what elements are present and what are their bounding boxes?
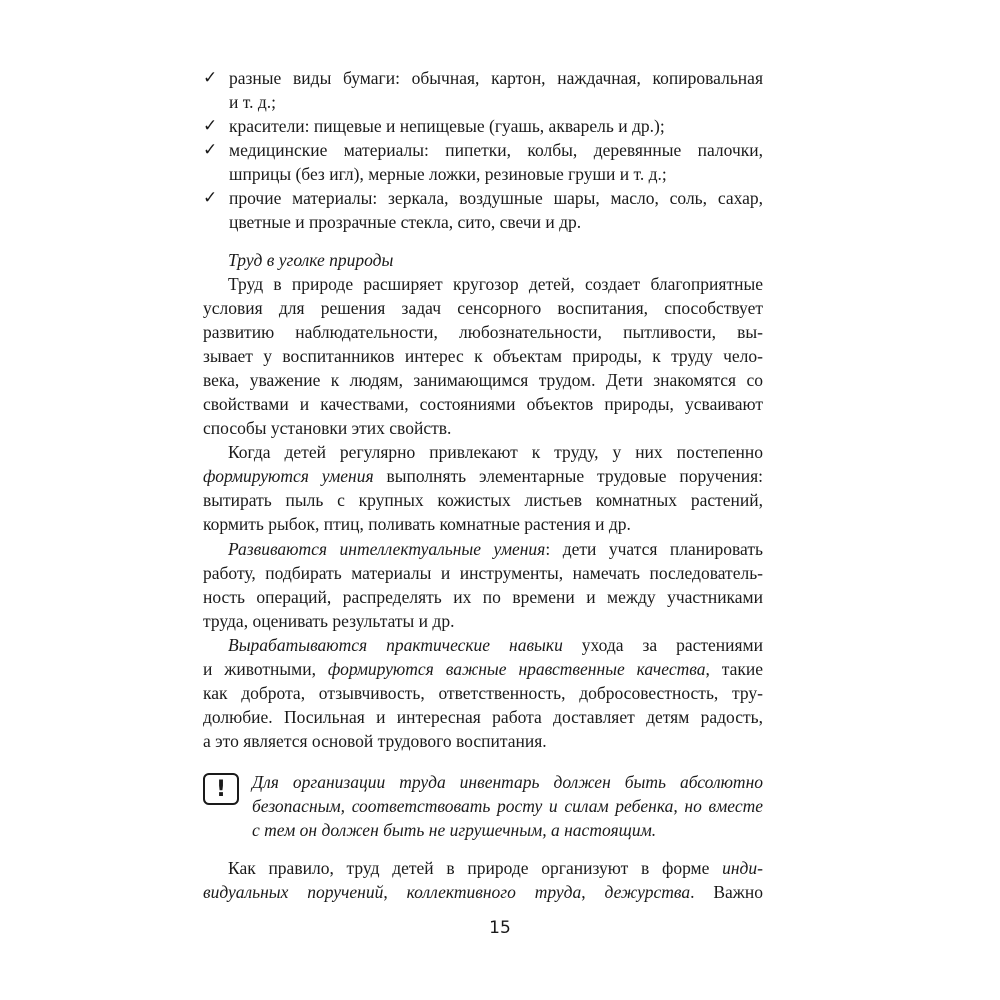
- bullet-3-line-2: шприцы (без игл), мерные ложки, резиновые груши и т. д.;: [229, 164, 667, 184]
- bullet-2-line-1: красители: пищевые и непищевые (гуашь, акварель и др.);: [229, 116, 665, 136]
- para5-text: ,: [581, 882, 605, 902]
- para5-emphasis: коллективного труда: [406, 882, 582, 902]
- page-number: 15: [489, 918, 511, 938]
- section-heading: Труд в уголке природы: [228, 250, 394, 270]
- exclamation-icon: [203, 773, 239, 805]
- para2-line: кормить рыбок, птиц, поливать комнатные растения и др.: [203, 514, 631, 534]
- para4-line: [228, 633, 763, 657]
- para5-emphasis: дежурства: [604, 882, 691, 902]
- para1-line: Труд в природе расширяет кругозор детей, создает благоприятные: [228, 274, 763, 294]
- para1-line: века, уважение к людям, занимающимся трудом. Дети знакомятся со: [203, 370, 763, 390]
- bullet-4-line-1: прочие материалы: зеркала, воздушные шары, масло, соль, сахар,: [229, 188, 763, 208]
- para1-line: свойствами и качествами, состояниями объектов природы, усваивают: [203, 394, 763, 414]
- para5-line: [228, 856, 763, 880]
- bullet-4-line-2: цветные и прозрачные стекла, сито, свечи и др.: [229, 212, 582, 232]
- check-icon: ✓: [203, 116, 218, 135]
- para3-line: [228, 537, 763, 561]
- exclamation-glyph: !: [215, 776, 227, 802]
- para1-line: развитию наблюдательности, любознательности, пытливости, вы-: [203, 322, 763, 342]
- para2-line: вытирать пыль с крупных кожистых листьев комнатных растений,: [203, 490, 763, 510]
- para3-line: ность операций, распределять их по времени и между участниками: [203, 587, 763, 607]
- para5-text: ,: [383, 882, 407, 902]
- para5-text: Как правило, труд детей в природе организуют в форме: [228, 858, 723, 878]
- para4-emphasis: формируются важные нравственные качества: [327, 659, 706, 679]
- check-icon: ✓: [203, 188, 218, 207]
- bullet-3-line-1: медицинские материалы: пипетки, колбы, деревянные палочки,: [229, 140, 763, 160]
- para4-line: долюбие. Посильная и интересная работа доставляет детям радость,: [203, 707, 763, 727]
- note-line: Для организации труда инвентарь должен быть абсолютно: [252, 772, 763, 792]
- note-line: безопасным, соответствовать росту и силам ребенка, но вместе: [252, 796, 763, 816]
- para5-emphasis: инди-: [722, 858, 763, 878]
- para5-text: . Важно: [690, 882, 764, 902]
- para3-line: труда, оценивать результаты и др.: [203, 611, 455, 631]
- para1-line: способы установки этих свойств.: [203, 418, 452, 438]
- para4-text: ухода за растениями: [562, 635, 763, 655]
- para3-line: работу, подбирать материалы и инструменты, намечать последователь-: [203, 563, 763, 583]
- para1-line: условия для решения задач сенсорного воспитания, способствует: [203, 298, 763, 318]
- para2-text: выполнять элементарные трудовые поручения:: [373, 466, 763, 486]
- para1-line: зывает у воспитанников интерес к объектам природы, к труду чело-: [203, 346, 763, 366]
- para4-line: [203, 657, 763, 681]
- para5-emphasis: видуальных поручений: [203, 882, 384, 902]
- bullet-1-line-1: разные виды бумаги: обычная, картон, наждачная, копировальная: [229, 68, 763, 88]
- check-icon: ✓: [203, 140, 218, 159]
- check-icon: ✓: [203, 68, 218, 87]
- note-line: с тем он должен быть не игрушечным, а настоящим.: [252, 820, 657, 840]
- para4-emphasis: Вырабатываются практические навыки: [228, 635, 563, 655]
- para4-line: а это является основой трудового воспитания.: [203, 731, 547, 751]
- para4-text: и животными,: [203, 659, 328, 679]
- bullet-1-line-2: и т. д.;: [229, 92, 276, 112]
- para2-line: [203, 464, 763, 488]
- para2-emphasis: формируются умения: [203, 466, 374, 486]
- para2-line: Когда детей регулярно привлекают к труду, у них постепенно: [228, 442, 763, 462]
- para4-line: как доброта, отзывчивость, ответственность, добросовестность, тру-: [203, 683, 763, 703]
- para5-line: [203, 880, 763, 904]
- para4-text: , такие: [705, 659, 764, 679]
- para3-emphasis: Развиваются интеллектуальные умения: [228, 539, 546, 559]
- para3-text: : дети учатся планировать: [545, 539, 763, 559]
